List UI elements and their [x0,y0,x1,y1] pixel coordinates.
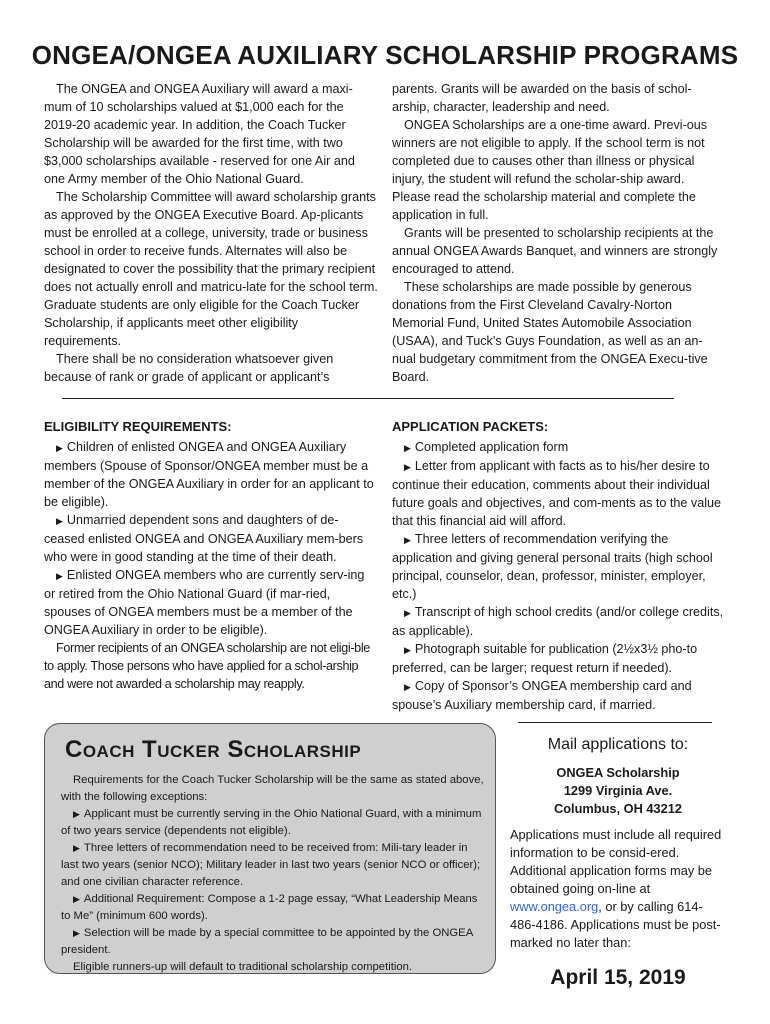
coach-intro: Requirements for the Coach Tucker Scholarship will be the same as stated above, with the following exceptions: [61,774,484,803]
list-item: ▶ Letter from applicant with facts as to his/her desire to continue their education, comments about their individual future goals and objectives, and com-ments as to the value that this financial aid will afford. [392,459,722,528]
bullet-arrow-icon: ▶ [56,516,63,526]
application-heading: APPLICATION PACKETS: [392,419,549,434]
coach-footer: Eligible runners-up will default to traditional scholarship competition. [73,961,413,973]
address-line: 1299 Virginia Ave. [563,783,673,798]
list-item: ▶ Photograph suitable for publication (2½x3½ pho-to preferred, can be larger; request return if needed). [392,642,698,675]
bullet-arrow-icon: ▶ [404,645,411,655]
bullet-arrow-icon: ▶ [73,843,80,853]
list-item: ▶ Additional Requirement: Compose a 1-2 page essay, “What Leadership Means to Me” (minimum 600 words). [61,893,478,922]
eligibility-section [44,418,378,693]
intro-paragraph: Grants will be presented to scholarship recipients at the annual ONGEA Awards Banquet, and winners are strongly encouraged to attend. [392,226,718,276]
bullet-arrow-icon: ▶ [56,571,63,581]
website-link[interactable]: www.ongea.org [510,899,599,914]
bullet-arrow-icon: ▶ [404,535,411,545]
intro-paragraph: There shall be no consideration whatsoever given because of rank or grade of applicant or applicant’s [44,352,334,384]
mail-heading: Mail applications to: [547,736,689,753]
list-item: ▶ Copy of Sponsor’s ONGEA membership card and spouse’s Auxiliary membership card, if married. [392,679,692,712]
coach-tucker-body [61,772,487,976]
list-item: ▶ Three letters of recommendation verifying the application and giving general personal traits (high school principal, counselor, dean, professor, minister, employer, etc.) [392,532,713,601]
bullet-arrow-icon: ▶ [404,462,411,472]
coach-tucker-title: Coach Tucker Scholarship [65,736,362,763]
bullet-arrow-icon: ▶ [56,443,63,453]
list-item: ▶ Enlisted ONGEA members who are currently serv-ing or retired from the Ohio National Guard (if mar-ried, spouses of ONGEA members must be a member of the ONGEA Auxiliary in order to be eligible). [44,568,365,637]
list-item: ▶ Transcript of high school credits (and/or college credits, as applicable). [392,605,724,638]
address-line: Columbus, OH 43212 [553,801,682,816]
application-section [392,418,728,714]
bullet-arrow-icon: ▶ [73,809,80,819]
list-item: ▶ Unmarried dependent sons and daughters of de-ceased enlisted ONGEA and ONGEA Auxiliary mem-bers who were in good standing at the time of their death. [44,513,364,564]
list-item: ▶ Applicant must be currently serving in the Ohio National Guard, with a minimum of two years service (dependents not eligible). [61,808,482,837]
bullet-arrow-icon: ▶ [404,682,411,692]
intro-paragraph: parents. Grants will be awarded on the basis of schol-arship, character, leadership and need. [392,82,692,114]
mail-note: Applications must include all required information to be consid-ered. Additional application forms may be obtained going on-line at www.ongea.org, or by calling 614-486-4186. Applications must be post-marked no later than: [510,827,722,950]
address-line: ONGEA Scholarship [556,765,680,780]
eligibility-heading: ELIGIBILITY REQUIREMENTS: [44,419,232,434]
intro-right-column [392,80,726,386]
intro-left-column [44,80,378,386]
bullet-arrow-icon: ▶ [73,928,80,938]
list-item: ▶ Children of enlisted ONGEA and ONGEA Auxiliary members (Spouse of Sponsor/ONGEA member must be a member of the ONGEA Auxiliary in order for an applicant to be eligible). [44,440,374,509]
list-item: ▶ Selection will be made by a special committee to be appointed by the ONGEA president. [61,927,473,956]
intro-paragraph: The Scholarship Committee will award scholarship grants as approved by the ONGEA Executive Board. Ap-plicants must be enrolled at a college, university, trade or business school in order to receive funds. Alternates will also be designated to cover the possibility that the primary recipient does not actually enroll and matricu-late for the school term. Graduate students are only eligible for the Coach Tucker Scholarship, if applicants meet other eligibility requirements. [44,190,378,348]
eligibility-note: Former recipients of an ONGEA scholarship are not eligi-ble to apply. Those persons who have applied for a schol-arship and were not awarded a scholarship may reapply. [44,641,370,691]
page-title: ONGEA/ONGEA AUXILIARY SCHOLARSHIP PROGRAMS [31,40,739,70]
bullet-arrow-icon: ▶ [73,894,80,904]
list-item: ▶ Completed application form [404,440,569,454]
mail-section [510,736,726,990]
intro-paragraph: These scholarships are made possible by generous donations from the First Cleveland Cavalry-Norton Memorial Fund, United States Automobile Association (USAA), and Tuck’s Guys Foundation, as well as an an-nual budgetary commitment from the ONGEA Execu-tive Board. [392,280,708,384]
coach-tucker-box [44,723,496,974]
intro-paragraph: ONGEA Scholarships are a one-time award. Previ-ous winners are not eligible to apply. If the school term is not completed due to causes other than illness or physical injury, the student will refund the scholar-ship award. Please read the scholarship material and complete the application in full. [392,118,708,222]
section-divider [62,398,674,399]
bullet-arrow-icon: ▶ [404,608,411,618]
mail-divider [518,722,712,723]
intro-paragraph: The ONGEA and ONGEA Auxiliary will award a maxi-mum of 10 scholarships valued at $1,000 each for the 2019-20 academic year. In addition, the Coach Tucker Scholarship will be awarded for the first time, with two $3,000 scholarships available - reserved for one Air and one Army member of the Ohio National Guard. [44,82,355,186]
list-item: ▶ Three letters of recommendation need to be received from: Mili-tary leader in last two years (senior NCO); Military leader in last two years (senior NCO or officer); and one civilian character reference. [61,842,481,888]
deadline-date: April 15, 2019 [550,966,686,989]
bullet-arrow-icon: ▶ [404,443,411,453]
